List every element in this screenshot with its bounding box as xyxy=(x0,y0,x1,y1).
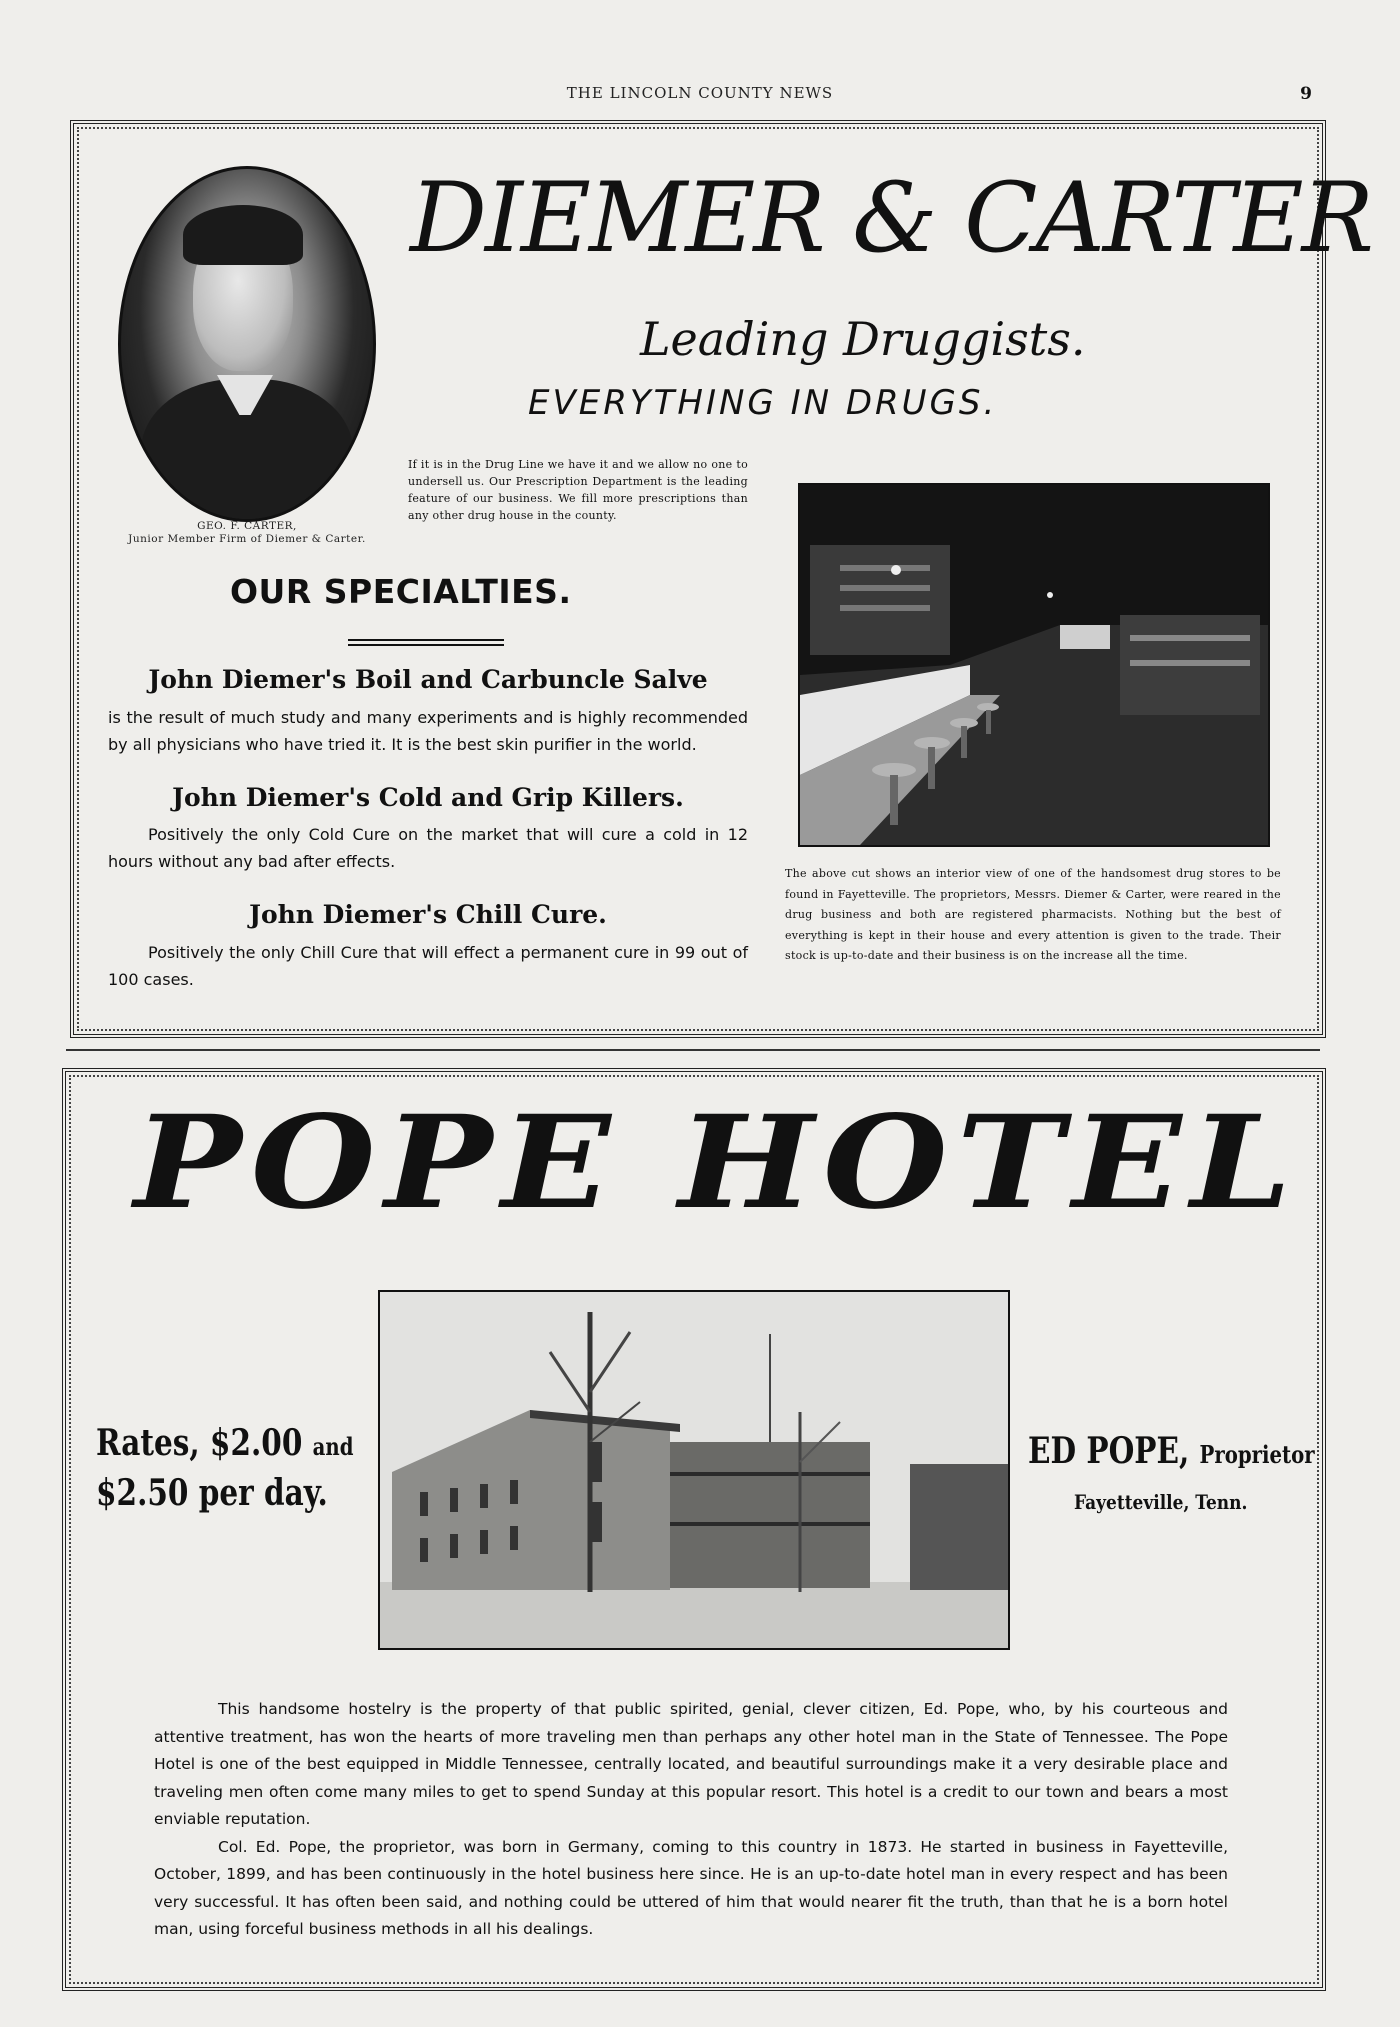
store-photo-caption: The above cut shows an interior view of one of the handsomest drug stores to be found in Fayetteville. The proprietors, Messrs. Diemer & Carter, were reared in the drug business and both are registered pharmacists. Nothing but the best of everything is kept in their house and every attention is given to the trade. Their stock is up-to-date and their business is on the increase all the time. xyxy=(785,867,1281,962)
pope-hotel-photo xyxy=(378,1290,1010,1650)
newspaper-title: THE LINCOLN COUNTY NEWS xyxy=(566,84,834,102)
everything-in-drugs-tagline: EVERYTHING IN DRUGS. xyxy=(528,383,998,423)
product-body-salve: is the result of much study and many experiments and is highly recommended by all physicians who have tried it. It is the best skin purifier in the world. xyxy=(108,708,748,754)
diemer-carter-title: DIEMER & CARTER xyxy=(410,162,1372,274)
product-title-salve: John Diemer's Boil and Carbuncle Salve xyxy=(148,665,708,694)
portrait-photo xyxy=(118,166,376,522)
proprietor-name: ED POPE, xyxy=(1028,1430,1190,1472)
proprietor-role: Proprietor xyxy=(1199,1440,1315,1469)
product-body-cold-grip: Positively the only Cold Cure on the market that will cure a cold in 12 hours without any bad after effects. xyxy=(108,825,748,871)
page-number: 9 xyxy=(1300,84,1312,104)
pope-paragraph-1: This handsome hostelry is the property of that public spirited, genial, clever citizen, Ed. Pope, who, by his courteous and attentive treatment, has won the hearts of more traveling men than perhaps any other hotel man in the State of Tennessee. The Pope Hotel is one of the best equipped in Middle Tennessee, centrally located, and beautiful surroundings make it a very desirable place and traveling men often come many miles to get to spend Sunday at this popular resort. This hotel is a credit to our town and bears a most enviable reputation. xyxy=(154,1700,1228,1828)
product-body-chill-cure: Positively the only Chill Cure that will effect a permanent cure in 99 out of 100 cases. xyxy=(108,943,748,989)
proprietor-city: Fayetteville, Tenn. xyxy=(1074,1490,1248,1514)
product-title-chill-cure: John Diemer's Chill Cure. xyxy=(249,900,607,929)
rates-line-1: Rates, $2.00 xyxy=(96,1422,303,1464)
proprietor-block xyxy=(1028,1430,1315,1472)
specialties-heading: OUR SPECIALTIES. xyxy=(230,572,572,611)
pope-paragraph-2: Col. Ed. Pope, the proprietor, was born in Germany, coming to this country in 1873. He started in business in Fayetteville, October, 1899, and has been continuously in the hotel business here since. He is an up-to-date hotel man in every respect and has been very successful. It has often been said, and nothing could be uttered of him that would nearer fit the truth, than that he is a born hotel man, using forceful business methods in all his dealings. xyxy=(154,1837,1228,1938)
drug-store-interior-photo xyxy=(798,483,1270,847)
pope-hotel-title: POPE HOTEL xyxy=(134,1088,1301,1238)
portrait-caption-name: GEO. F. CARTER, xyxy=(197,520,297,532)
portrait-caption xyxy=(112,520,382,546)
specialties-rule xyxy=(348,639,504,646)
hotel-rates xyxy=(96,1420,353,1516)
product-title-cold-grip: John Diemer's Cold and Grip Killers. xyxy=(172,783,684,812)
rates-and: and xyxy=(312,1432,354,1461)
rates-line-2: $2.50 per day. xyxy=(96,1472,328,1514)
drug-line-intro: If it is in the Drug Line we have it and we allow no one to undersell us. Our Prescription Department is the leading feature of our business. We fill more prescriptions than any other drug house in the county. xyxy=(408,458,748,522)
portrait-caption-role: Junior Member Firm of Diemer & Carter. xyxy=(128,533,366,545)
pope-hotel-description xyxy=(154,1696,1228,1944)
leading-druggists-subtitle: Leading Druggists. xyxy=(640,312,1086,366)
ad-divider-rule xyxy=(66,1049,1320,1051)
